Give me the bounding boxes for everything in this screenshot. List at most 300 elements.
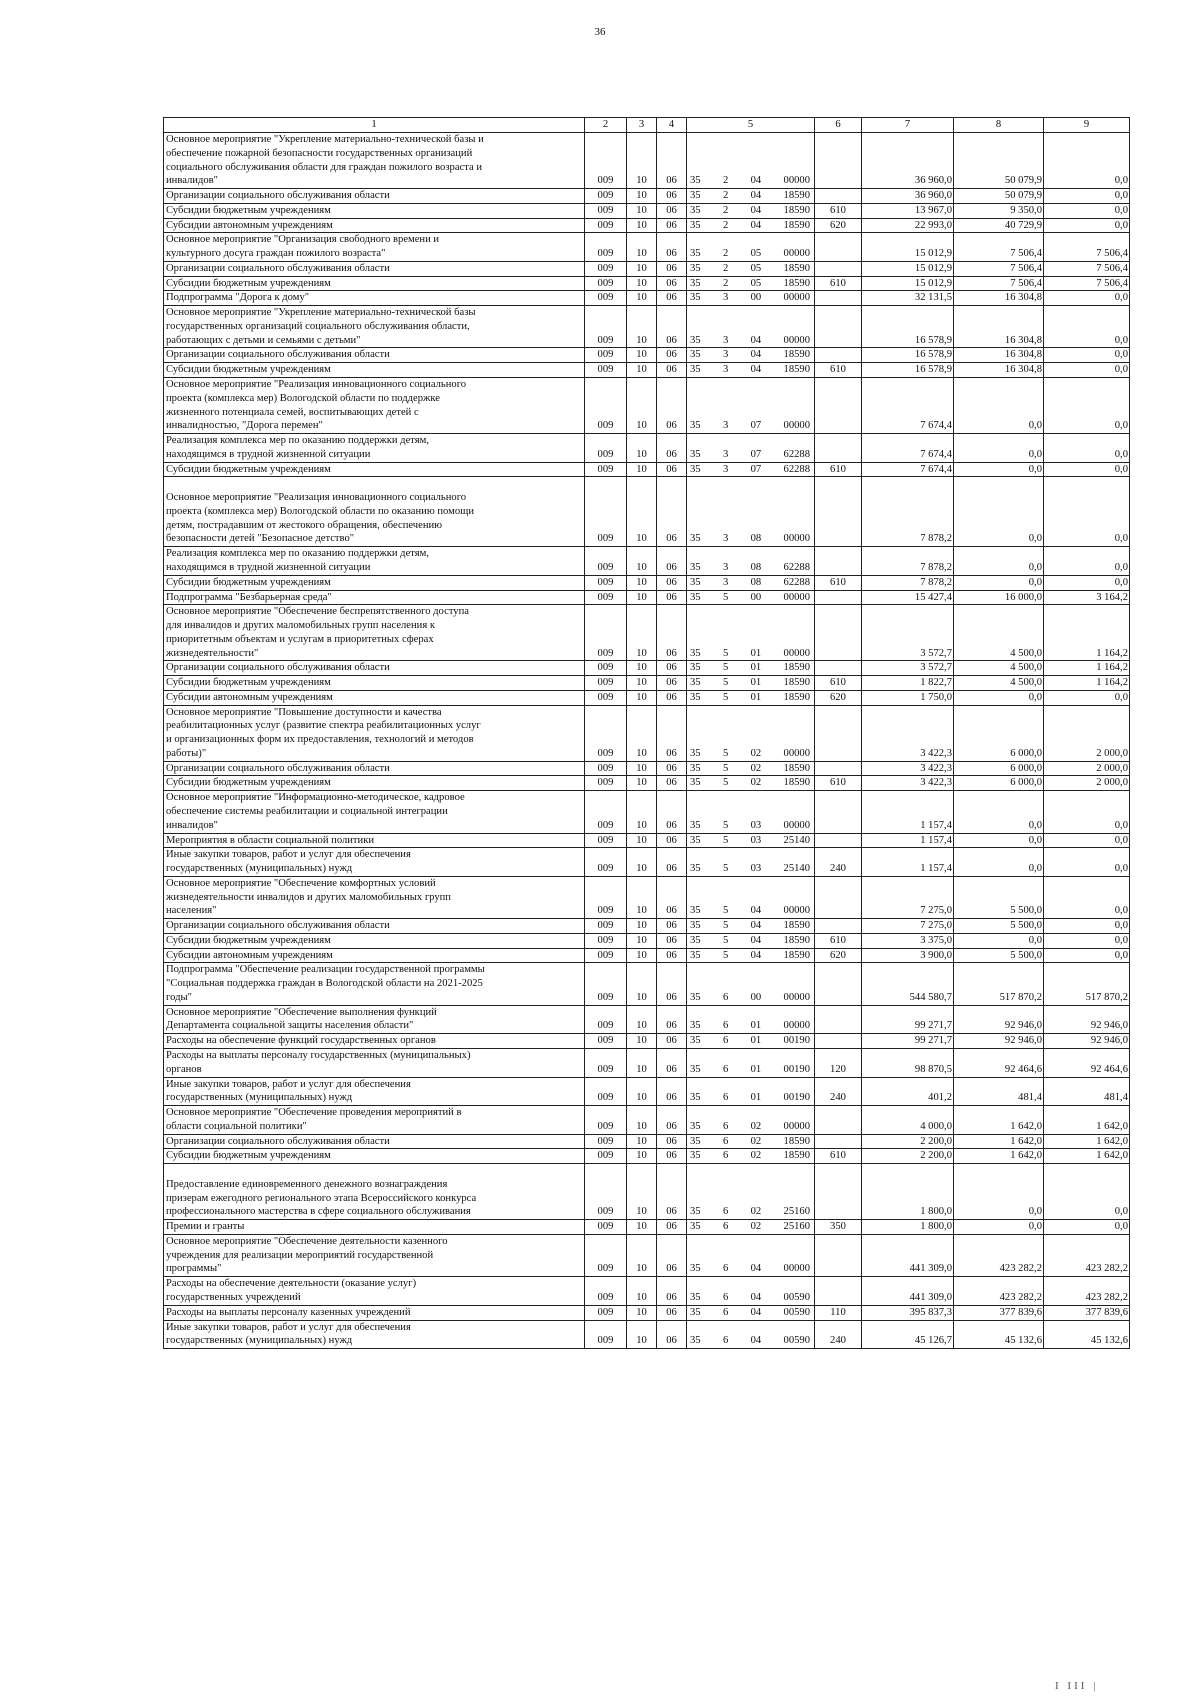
target-code-part: 6 bbox=[722, 1306, 729, 1318]
target-code-part: 00190 bbox=[783, 1092, 810, 1104]
table-row bbox=[164, 776, 1130, 791]
table-row bbox=[164, 348, 1130, 363]
table-row bbox=[164, 761, 1130, 776]
cell-ministry: 009 bbox=[585, 133, 627, 189]
cell-subsection: 06 bbox=[657, 261, 687, 276]
target-code-part: 6 bbox=[722, 1135, 729, 1147]
table-row bbox=[164, 276, 1130, 291]
row-name-cell bbox=[164, 133, 585, 189]
cell-ministry: 009 bbox=[585, 348, 627, 363]
target-code-part: 18590 bbox=[783, 190, 810, 202]
table-row bbox=[164, 306, 1130, 348]
cell-section: 10 bbox=[627, 291, 657, 306]
cell-amount-2: 16 304,8 bbox=[954, 291, 1044, 306]
cell-amount-1: 401,2 bbox=[862, 1077, 954, 1106]
cell-target-code bbox=[687, 276, 815, 291]
cell-section: 10 bbox=[627, 547, 657, 576]
target-code-part: 05 bbox=[750, 262, 762, 274]
footer-marks: I III | bbox=[1055, 1680, 1099, 1692]
target-code-part: 6 bbox=[722, 1221, 729, 1233]
cell-target-code bbox=[687, 963, 815, 1005]
row-name-cell bbox=[164, 948, 585, 963]
cell-ministry: 009 bbox=[585, 1305, 627, 1320]
cell-amount-2: 6 000,0 bbox=[954, 761, 1044, 776]
cell-subsection: 06 bbox=[657, 1320, 687, 1349]
cell-subsection: 06 bbox=[657, 276, 687, 291]
cell-expense-type: 610 bbox=[815, 462, 862, 477]
cell-amount-1: 3 422,3 bbox=[862, 776, 954, 791]
cell-section: 10 bbox=[627, 306, 657, 348]
target-code-part: 00000 bbox=[783, 1263, 810, 1275]
row-name-cell bbox=[164, 1220, 585, 1235]
cell-subsection: 06 bbox=[657, 1220, 687, 1235]
target-code-part: 35 bbox=[690, 1020, 701, 1032]
cell-expense-type bbox=[815, 233, 862, 262]
target-code-part: 2 bbox=[722, 262, 729, 274]
row-name-cell bbox=[164, 1034, 585, 1049]
cell-amount-2: 16 304,8 bbox=[954, 363, 1044, 378]
row-name: Организации социального обслуживания области bbox=[166, 1135, 390, 1147]
row-name-cell bbox=[164, 261, 585, 276]
target-code-part: 00190 bbox=[783, 1035, 810, 1047]
cell-section: 10 bbox=[627, 661, 657, 676]
cell-amount-2: 0,0 bbox=[954, 791, 1044, 833]
row-name: Расходы на выплаты персоналу государственных (муниципальных) органов bbox=[166, 1050, 471, 1075]
cell-ministry: 009 bbox=[585, 948, 627, 963]
cell-amount-3: 0,0 bbox=[1044, 462, 1130, 477]
target-code-part: 5 bbox=[722, 591, 729, 603]
table-row bbox=[164, 1149, 1130, 1164]
target-code-part: 6 bbox=[722, 1150, 729, 1162]
cell-target-code bbox=[687, 547, 815, 576]
target-code-part: 01 bbox=[750, 1063, 762, 1075]
cell-target-code bbox=[687, 590, 815, 605]
target-code-part: 3 bbox=[722, 334, 729, 346]
row-name-cell bbox=[164, 1149, 585, 1164]
cell-subsection: 06 bbox=[657, 833, 687, 848]
row-name: Организации социального обслуживания области bbox=[166, 662, 390, 674]
row-name-cell bbox=[164, 661, 585, 676]
target-code-part: 3 bbox=[722, 420, 729, 432]
target-code-part: 00000 bbox=[783, 1020, 810, 1032]
target-code-part: 02 bbox=[750, 1221, 762, 1233]
cell-section: 10 bbox=[627, 1305, 657, 1320]
target-code-part: 03 bbox=[750, 834, 762, 846]
table-row bbox=[164, 1164, 1130, 1220]
cell-ministry: 009 bbox=[585, 1005, 627, 1034]
header-cell: 9 bbox=[1044, 118, 1130, 133]
cell-amount-1: 98 870,5 bbox=[862, 1049, 954, 1078]
cell-expense-type bbox=[815, 477, 862, 547]
target-code-part: 35 bbox=[690, 905, 701, 917]
cell-amount-3: 1 642,0 bbox=[1044, 1106, 1130, 1135]
target-code-part: 05 bbox=[750, 277, 762, 289]
target-code-part: 04 bbox=[750, 364, 762, 376]
cell-section: 10 bbox=[627, 1049, 657, 1078]
cell-amount-3: 0,0 bbox=[1044, 876, 1130, 918]
cell-ministry: 009 bbox=[585, 306, 627, 348]
target-code-part: 02 bbox=[750, 1206, 762, 1218]
cell-amount-3: 1 164,2 bbox=[1044, 676, 1130, 691]
target-code-part: 00590 bbox=[783, 1335, 810, 1347]
cell-expense-type: 620 bbox=[815, 218, 862, 233]
target-code-part: 00000 bbox=[783, 1120, 810, 1132]
row-name-cell bbox=[164, 1234, 585, 1276]
row-name: Субсидии бюджетным учреждениям bbox=[166, 277, 331, 289]
row-name-cell bbox=[164, 276, 585, 291]
cell-amount-3: 0,0 bbox=[1044, 547, 1130, 576]
cell-subsection: 06 bbox=[657, 575, 687, 590]
target-code-part: 3 bbox=[722, 576, 729, 588]
cell-amount-2: 0,0 bbox=[954, 933, 1044, 948]
cell-amount-3: 0,0 bbox=[1044, 948, 1130, 963]
row-name-cell bbox=[164, 348, 585, 363]
cell-subsection: 06 bbox=[657, 133, 687, 189]
target-code-part: 6 bbox=[722, 1035, 729, 1047]
cell-ministry: 009 bbox=[585, 1320, 627, 1349]
target-code-part: 3 bbox=[722, 448, 729, 460]
row-name: Субсидии бюджетным учреждениям bbox=[166, 364, 331, 376]
target-code-part: 35 bbox=[690, 991, 701, 1003]
target-code-part: 03 bbox=[750, 819, 762, 831]
target-code-part: 2 bbox=[722, 277, 729, 289]
cell-amount-3: 92 946,0 bbox=[1044, 1005, 1130, 1034]
target-code-part: 25160 bbox=[783, 1206, 810, 1218]
row-name: Иные закупки товаров, работ и услуг для обеспечения государственных (муниципальных) нужд bbox=[166, 1321, 411, 1347]
cell-expense-type bbox=[815, 919, 862, 934]
target-code-part: 04 bbox=[750, 920, 762, 932]
table-row bbox=[164, 1305, 1130, 1320]
row-name-cell bbox=[164, 434, 585, 463]
cell-target-code bbox=[687, 1277, 815, 1306]
cell-amount-2: 0,0 bbox=[954, 1220, 1044, 1235]
target-code-part: 35 bbox=[690, 1035, 701, 1047]
cell-amount-2: 5 500,0 bbox=[954, 919, 1044, 934]
target-code-part: 35 bbox=[690, 248, 701, 260]
cell-amount-1: 1 800,0 bbox=[862, 1220, 954, 1235]
cell-subsection: 06 bbox=[657, 963, 687, 1005]
cell-subsection: 06 bbox=[657, 1077, 687, 1106]
cell-expense-type: 610 bbox=[815, 203, 862, 218]
target-code-part: 00000 bbox=[783, 175, 810, 187]
target-code-part: 00000 bbox=[783, 248, 810, 260]
target-code-part: 04 bbox=[750, 934, 762, 946]
cell-amount-3: 0,0 bbox=[1044, 1164, 1130, 1220]
cell-amount-1: 32 131,5 bbox=[862, 291, 954, 306]
cell-amount-3: 7 506,4 bbox=[1044, 261, 1130, 276]
row-name: Основное мероприятие "Организация свободного времени и культурного досуга граждан пожилого возраста" bbox=[166, 234, 440, 260]
cell-section: 10 bbox=[627, 948, 657, 963]
cell-subsection: 06 bbox=[657, 590, 687, 605]
target-code-part: 35 bbox=[690, 863, 701, 875]
cell-ministry: 009 bbox=[585, 233, 627, 262]
cell-amount-3: 481,4 bbox=[1044, 1077, 1130, 1106]
table-row bbox=[164, 1277, 1130, 1306]
cell-expense-type bbox=[815, 761, 862, 776]
cell-target-code bbox=[687, 1106, 815, 1135]
cell-expense-type bbox=[815, 1034, 862, 1049]
cell-ministry: 009 bbox=[585, 575, 627, 590]
cell-ministry: 009 bbox=[585, 477, 627, 547]
cell-amount-1: 544 580,7 bbox=[862, 963, 954, 1005]
cell-expense-type: 610 bbox=[815, 363, 862, 378]
row-name: Организации социального обслуживания области bbox=[166, 920, 390, 932]
cell-subsection: 06 bbox=[657, 1106, 687, 1135]
cell-subsection: 06 bbox=[657, 378, 687, 434]
cell-section: 10 bbox=[627, 1077, 657, 1106]
table-row bbox=[164, 605, 1130, 661]
target-code-part: 5 bbox=[722, 677, 729, 689]
target-code-part: 35 bbox=[690, 1150, 701, 1162]
target-code-part: 35 bbox=[690, 1206, 701, 1218]
cell-expense-type bbox=[815, 434, 862, 463]
cell-section: 10 bbox=[627, 233, 657, 262]
target-code-part: 35 bbox=[690, 576, 701, 588]
target-code-part: 01 bbox=[750, 1020, 762, 1032]
cell-expense-type bbox=[815, 291, 862, 306]
table-row bbox=[164, 1034, 1130, 1049]
row-name-cell bbox=[164, 848, 585, 877]
cell-amount-3: 0,0 bbox=[1044, 348, 1130, 363]
cell-amount-2: 0,0 bbox=[954, 575, 1044, 590]
target-code-part: 02 bbox=[750, 762, 762, 774]
row-name: Основное мероприятие "Обеспечение проведения мероприятий в области социальной политики" bbox=[166, 1107, 462, 1132]
row-name-cell bbox=[164, 378, 585, 434]
cell-expense-type bbox=[815, 876, 862, 918]
target-code-part: 6 bbox=[722, 1063, 729, 1075]
cell-expense-type bbox=[815, 791, 862, 833]
cell-ministry: 009 bbox=[585, 661, 627, 676]
cell-amount-3: 0,0 bbox=[1044, 133, 1130, 189]
cell-amount-1: 7 878,2 bbox=[862, 547, 954, 576]
cell-target-code bbox=[687, 348, 815, 363]
table-row bbox=[164, 1049, 1130, 1078]
target-code-part: 6 bbox=[722, 1263, 729, 1275]
table-row bbox=[164, 1077, 1130, 1106]
cell-section: 10 bbox=[627, 261, 657, 276]
table-row bbox=[164, 661, 1130, 676]
cell-expense-type bbox=[815, 261, 862, 276]
cell-section: 10 bbox=[627, 434, 657, 463]
row-name: Организации социального обслуживания области bbox=[166, 349, 390, 361]
cell-target-code bbox=[687, 661, 815, 676]
target-code-part: 04 bbox=[750, 219, 762, 231]
target-code-part: 08 bbox=[750, 533, 762, 545]
target-code-part: 07 bbox=[750, 420, 762, 432]
cell-expense-type: 240 bbox=[815, 848, 862, 877]
row-name: Субсидии бюджетным учреждениям bbox=[166, 1150, 331, 1162]
cell-expense-type: 620 bbox=[815, 690, 862, 705]
target-code-part: 00590 bbox=[783, 1292, 810, 1304]
target-code-part: 35 bbox=[690, 1263, 701, 1275]
cell-amount-1: 15 012,9 bbox=[862, 276, 954, 291]
cell-subsection: 06 bbox=[657, 477, 687, 547]
target-code-part: 62288 bbox=[783, 463, 810, 475]
cell-section: 10 bbox=[627, 676, 657, 691]
target-code-part: 01 bbox=[750, 677, 762, 689]
table-row bbox=[164, 575, 1130, 590]
target-code-part: 5 bbox=[722, 819, 729, 831]
cell-amount-2: 92 946,0 bbox=[954, 1005, 1044, 1034]
row-name: Расходы на обеспечение функций государственных органов bbox=[166, 1035, 436, 1047]
row-name: Расходы на обеспечение деятельности (оказание услуг) государственных учреждений bbox=[166, 1278, 417, 1304]
cell-subsection: 06 bbox=[657, 189, 687, 204]
row-name-cell bbox=[164, 1049, 585, 1078]
cell-amount-3: 0,0 bbox=[1044, 848, 1130, 877]
cell-amount-3: 0,0 bbox=[1044, 690, 1130, 705]
target-code-part: 35 bbox=[690, 1306, 701, 1318]
cell-ministry: 009 bbox=[585, 1149, 627, 1164]
cell-amount-2: 40 729,9 bbox=[954, 218, 1044, 233]
cell-subsection: 06 bbox=[657, 705, 687, 761]
target-code-part: 00000 bbox=[783, 292, 810, 304]
header-cell: 7 bbox=[862, 118, 954, 133]
target-code-part: 04 bbox=[750, 190, 762, 202]
cell-subsection: 06 bbox=[657, 462, 687, 477]
target-code-part: 18590 bbox=[783, 262, 810, 274]
cell-ministry: 009 bbox=[585, 761, 627, 776]
target-code-part: 00000 bbox=[783, 647, 810, 659]
row-name: Предоставление единовременного денежного вознаграждения призерам ежегодного регионального этапа Всероссийского конкурса профессионального мастерства в сфере социального обслуживания bbox=[166, 1178, 477, 1218]
cell-section: 10 bbox=[627, 963, 657, 1005]
target-code-part: 00000 bbox=[783, 533, 810, 545]
row-name: Реализация комплекса мер по оказанию поддержки детям, находящимся в трудной жизненной ситуации bbox=[166, 548, 429, 573]
table-row bbox=[164, 547, 1130, 576]
cell-ministry: 009 bbox=[585, 848, 627, 877]
target-code-part: 35 bbox=[690, 1120, 701, 1132]
table-row bbox=[164, 218, 1130, 233]
table-row bbox=[164, 791, 1130, 833]
cell-amount-2: 4 500,0 bbox=[954, 676, 1044, 691]
target-code-part: 5 bbox=[722, 662, 729, 674]
row-name: Реализация комплекса мер по оказанию поддержки детям, находящимся в трудной жизненной ситуации bbox=[166, 435, 429, 460]
cell-subsection: 06 bbox=[657, 848, 687, 877]
target-code-part: 35 bbox=[690, 292, 701, 304]
cell-amount-3: 0,0 bbox=[1044, 189, 1130, 204]
cell-section: 10 bbox=[627, 1220, 657, 1235]
target-code-part: 35 bbox=[690, 204, 701, 216]
cell-section: 10 bbox=[627, 1134, 657, 1149]
target-code-part: 35 bbox=[690, 920, 701, 932]
target-code-part: 01 bbox=[750, 647, 762, 659]
cell-ministry: 009 bbox=[585, 1049, 627, 1078]
target-code-part: 6 bbox=[722, 1020, 729, 1032]
cell-section: 10 bbox=[627, 919, 657, 934]
cell-amount-1: 36 960,0 bbox=[862, 189, 954, 204]
cell-amount-1: 1 157,4 bbox=[862, 791, 954, 833]
cell-amount-1: 1 750,0 bbox=[862, 690, 954, 705]
row-name-cell bbox=[164, 547, 585, 576]
cell-subsection: 06 bbox=[657, 876, 687, 918]
cell-amount-1: 3 422,3 bbox=[862, 705, 954, 761]
cell-target-code bbox=[687, 1034, 815, 1049]
cell-amount-1: 4 000,0 bbox=[862, 1106, 954, 1135]
row-name: Субсидии автономным учреждениям bbox=[166, 949, 333, 961]
table-row bbox=[164, 291, 1130, 306]
cell-ministry: 009 bbox=[585, 462, 627, 477]
target-code-part: 35 bbox=[690, 1335, 701, 1347]
cell-amount-2: 0,0 bbox=[954, 848, 1044, 877]
table-row bbox=[164, 1134, 1130, 1149]
cell-amount-2: 16 304,8 bbox=[954, 348, 1044, 363]
cell-amount-2: 16 000,0 bbox=[954, 590, 1044, 605]
target-code-part: 18590 bbox=[783, 1135, 810, 1147]
cell-amount-1: 7 275,0 bbox=[862, 919, 954, 934]
target-code-part: 00000 bbox=[783, 591, 810, 603]
cell-amount-3: 0,0 bbox=[1044, 933, 1130, 948]
cell-expense-type: 350 bbox=[815, 1220, 862, 1235]
target-code-part: 5 bbox=[722, 647, 729, 659]
target-code-part: 00000 bbox=[783, 747, 810, 759]
budget-table bbox=[163, 117, 1130, 1349]
cell-amount-2: 377 839,6 bbox=[954, 1305, 1044, 1320]
table-row bbox=[164, 919, 1130, 934]
cell-target-code bbox=[687, 1164, 815, 1220]
row-name: Основное мероприятие "Укрепление материально-технической базы и обеспечение пожарной безопасности государственных организаций социального обслуживания области для граждан пожилого возраста и инвалидов" bbox=[166, 134, 484, 187]
target-code-part: 35 bbox=[690, 420, 701, 432]
table-row bbox=[164, 363, 1130, 378]
cell-amount-2: 92 946,0 bbox=[954, 1034, 1044, 1049]
row-name-cell bbox=[164, 575, 585, 590]
table-row bbox=[164, 1106, 1130, 1135]
table-row bbox=[164, 705, 1130, 761]
cell-subsection: 06 bbox=[657, 690, 687, 705]
cell-section: 10 bbox=[627, 1005, 657, 1034]
target-code-part: 08 bbox=[750, 576, 762, 588]
cell-amount-3: 517 870,2 bbox=[1044, 963, 1130, 1005]
target-code-part: 35 bbox=[690, 647, 701, 659]
cell-amount-2: 6 000,0 bbox=[954, 776, 1044, 791]
cell-section: 10 bbox=[627, 933, 657, 948]
header-cell: 5 bbox=[687, 118, 815, 133]
target-code-part: 08 bbox=[750, 561, 762, 573]
cell-expense-type bbox=[815, 605, 862, 661]
cell-subsection: 06 bbox=[657, 1149, 687, 1164]
target-code-part: 62288 bbox=[783, 448, 810, 460]
target-code-part: 18590 bbox=[783, 677, 810, 689]
target-code-part: 35 bbox=[690, 262, 701, 274]
cell-expense-type bbox=[815, 547, 862, 576]
target-code-part: 18590 bbox=[783, 277, 810, 289]
target-code-part: 25140 bbox=[783, 863, 810, 875]
target-code-part: 04 bbox=[750, 1335, 762, 1347]
cell-target-code bbox=[687, 1077, 815, 1106]
cell-section: 10 bbox=[627, 1234, 657, 1276]
cell-section: 10 bbox=[627, 378, 657, 434]
cell-amount-3: 2 000,0 bbox=[1044, 761, 1130, 776]
target-code-part: 00 bbox=[750, 591, 762, 603]
cell-amount-2: 423 282,2 bbox=[954, 1234, 1044, 1276]
cell-amount-3: 0,0 bbox=[1044, 218, 1130, 233]
row-name: Организации социального обслуживания области bbox=[166, 262, 390, 274]
cell-amount-3: 0,0 bbox=[1044, 477, 1130, 547]
target-code-part: 5 bbox=[722, 691, 729, 703]
cell-target-code bbox=[687, 261, 815, 276]
cell-amount-3: 1 164,2 bbox=[1044, 605, 1130, 661]
cell-target-code bbox=[687, 462, 815, 477]
cell-amount-3: 0,0 bbox=[1044, 833, 1130, 848]
target-code-part: 18590 bbox=[783, 934, 810, 946]
table-row bbox=[164, 477, 1130, 547]
cell-section: 10 bbox=[627, 203, 657, 218]
target-code-part: 03 bbox=[750, 863, 762, 875]
cell-ministry: 009 bbox=[585, 1234, 627, 1276]
target-code-part: 18590 bbox=[783, 349, 810, 361]
cell-amount-1: 3 422,3 bbox=[862, 761, 954, 776]
cell-subsection: 06 bbox=[657, 233, 687, 262]
cell-amount-3: 0,0 bbox=[1044, 363, 1130, 378]
cell-amount-1: 7 674,4 bbox=[862, 378, 954, 434]
